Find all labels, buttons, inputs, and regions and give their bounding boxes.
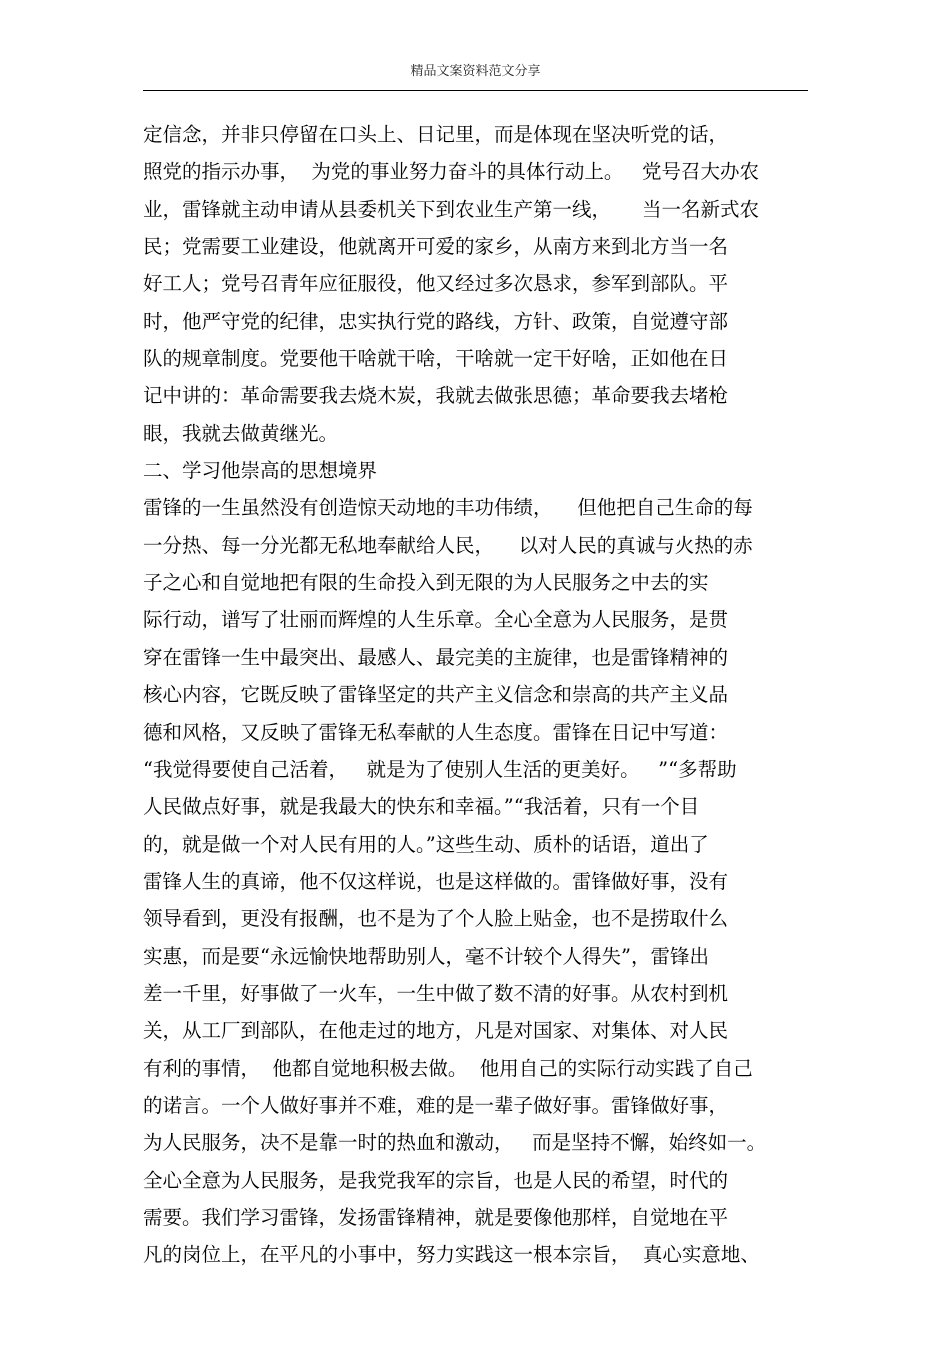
text-line: 际行动，谱写了壮丽而辉煌的人生乐章。全心全意为人民服务，是贯 bbox=[143, 608, 729, 632]
text-line: 一分热、每一分光都无私地奉献给人民， 以对人民的真诚与火热的赤 bbox=[143, 533, 753, 557]
text-line: 民；党需要工业建设，他就离开可爱的家乡，从南方来到北方当一名 bbox=[143, 235, 729, 259]
text-line: 的，就是做一个对人民有用的人。”这些生动、质朴的话语，道出了 bbox=[143, 832, 709, 856]
header-divider bbox=[143, 90, 808, 91]
text-line: 业，雷锋就主动申请从县委机关下到农业生产第一线， 当一名新式农 bbox=[143, 197, 759, 221]
text-line: 核心内容，它既反映了雷锋坚定的共产主义信念和崇高的共产主义品 bbox=[143, 683, 729, 707]
text-line: 关，从工厂到部队，在他走过的地方，凡是对国家、对集体、对人民 bbox=[143, 1019, 729, 1043]
document-body bbox=[143, 116, 808, 1274]
text-line: 实惠，而是要“永远愉快地帮助别人，毫不计较个人得失”，雷锋出 bbox=[143, 944, 709, 968]
text-line: 差一千里，好事做了一火车，一生中做了数不清的好事。从农村到机 bbox=[143, 981, 729, 1005]
text-line: 眼，我就去做黄继光。 bbox=[143, 421, 339, 445]
text-line: “我觉得要使自己活着， 就是为了使别人生活的更美好。 ”“多帮助 bbox=[143, 757, 737, 781]
text-line: 队的规章制度。党要他干啥就干啥，干啥就一定干好啥，正如他在日 bbox=[143, 347, 729, 371]
text-line: 雷锋人生的真谛，他不仅这样说，也是这样做的。雷锋做好事，没有 bbox=[143, 869, 729, 893]
text-line: 凡的岗位上，在平凡的小事中，努力实践这一根本宗旨， 真心实意地、 bbox=[143, 1243, 760, 1267]
text-line: 人民做点好事，就是我最大的快东和幸福。”“我活着，只有一个目 bbox=[143, 795, 700, 819]
text-line: 记中讲的：革命需要我去烧木炭，我就去做张思德；革命要我去堵枪 bbox=[143, 384, 729, 408]
text-line: 的诺言。一个人做好事并不难，难的是一辈子做好事。雷锋做好事， bbox=[143, 1093, 729, 1117]
text-line: 全心全意为人民服务，是我党我军的宗旨，也是人民的希望，时代的 bbox=[143, 1168, 729, 1192]
text-line: 照党的指示办事， 为党的事业努力奋斗的具体行动上。 党号召大办农 bbox=[143, 160, 759, 184]
text-line: 穿在雷锋一生中最突出、最感人、最完美的主旋律，也是雷锋精神的 bbox=[143, 645, 729, 669]
text-line: 需要。我们学习雷锋，发扬雷锋精神，就是要像他那样，自觉地在平 bbox=[143, 1205, 729, 1229]
text-line: 定信念，并非只停留在口头上、日记里，而是体现在坚决听党的话， bbox=[143, 123, 729, 146]
text-line: 雷锋的一生虽然没有创造惊天动地的丰功伟绩， 但他把自己生命的每 bbox=[143, 496, 753, 520]
text-line: 德和风格，又反映了雷锋无私奉献的人生态度。雷锋在日记中写道： bbox=[143, 720, 729, 744]
text-line: 为人民服务，决不是靠一时的热血和激动， 而是坚持不懈，始终如一。 bbox=[143, 1131, 767, 1155]
page-header: 精品文案资料范文分享 bbox=[410, 64, 541, 79]
text-line: 领导看到，更没有报酬，也不是为了个人脸上贴金，也不是捞取什么 bbox=[143, 907, 729, 931]
text-line: 子之心和自觉地把有限的生命投入到无限的为人民服务之中去的实 bbox=[143, 571, 709, 595]
text-line: 好工人；党号召青年应征服役，他又经过多次恳求，参军到部队。平 bbox=[143, 272, 729, 296]
section-heading: 二、学习他崇高的思想境界 bbox=[143, 459, 378, 483]
text-line: 时，他严守党的纪律，忠实执行党的路线，方针、政策，自觉遵守部 bbox=[143, 309, 729, 333]
text-line: 有利的事情， 他都自觉地积极去做。 他用自己的实际行动实践了自己 bbox=[143, 1056, 753, 1080]
